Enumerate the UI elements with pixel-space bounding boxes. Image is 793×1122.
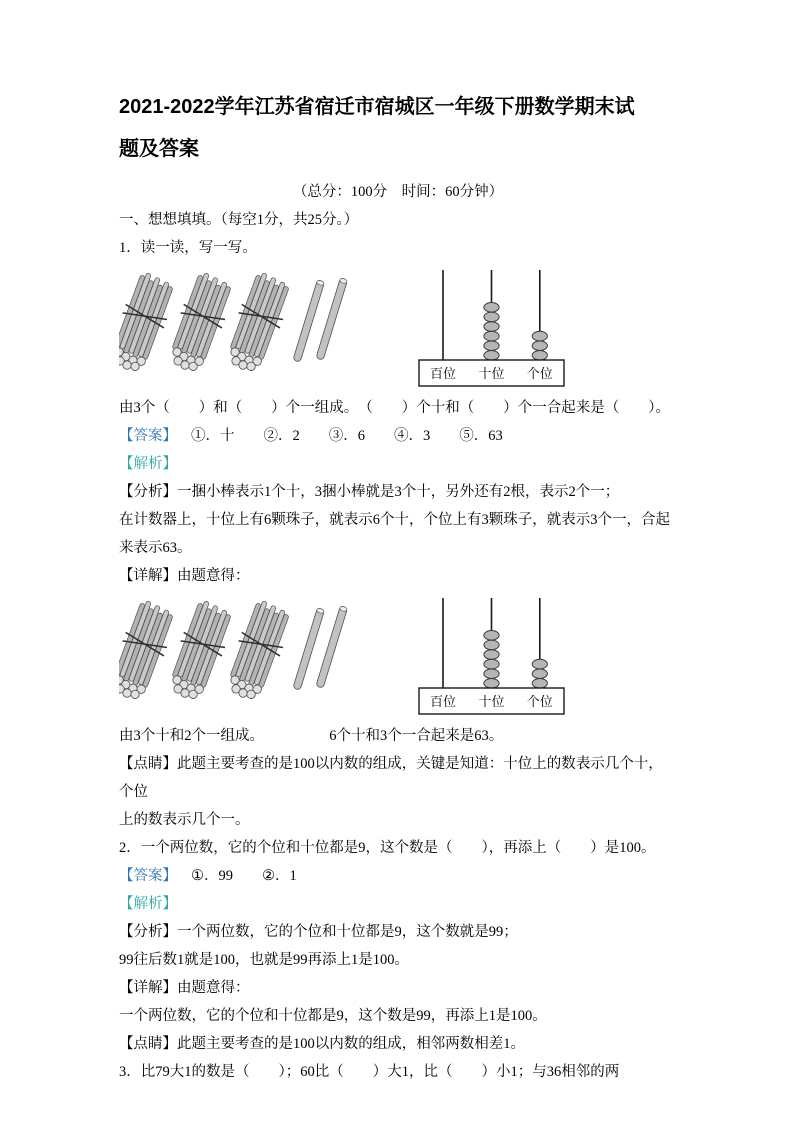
q2-detail-line-2: 一个两位数，它的个位和十位都是9，这个数是99，再添上1是100。 xyxy=(119,1008,547,1024)
q1-answer-text: ①．十 ②．2 ③．6 ④．3 ⑤．63 xyxy=(191,428,503,444)
stick-bundle xyxy=(163,598,238,705)
exam-meta: （总分：100分 时间：60分钟） xyxy=(292,184,504,200)
hundreds-place-label: 百位 xyxy=(429,694,457,709)
q1-detail-line: 【详解】由题意得： xyxy=(119,568,250,584)
stick-bundle xyxy=(221,598,296,705)
stick-bundle xyxy=(119,598,180,705)
stick-bundle xyxy=(119,270,180,377)
q2-analysis-header xyxy=(119,890,677,918)
page-title-line-2: 题及答案 xyxy=(119,138,199,160)
tens-place-label: 十位 xyxy=(478,366,505,381)
q2-answer-text: ①．99 ②．1 xyxy=(191,868,297,884)
abacus xyxy=(419,270,564,386)
q1-detail-figure xyxy=(119,593,677,719)
q2-answer-line xyxy=(119,862,677,890)
q1-fill-line: 由3个（ ）和（ ）个一组成。 （ ）个十和（ ）个一合起来是（ ）。 xyxy=(119,400,670,416)
q3-stem: 3．比79大1的数是（ ）；60比（ ）大1，比（ ）小1；与36相邻的两 xyxy=(119,1064,620,1080)
stick-bundle xyxy=(221,270,296,377)
q1-figure-caption: 由3个十和2个一组成。 6个十和3个一合起来是63。 xyxy=(119,728,504,744)
page-title-line-1: 2021-2022学年江苏省宿迁市宿城区一年级下册数学期末试 xyxy=(119,96,635,118)
analysis-label: 【解析】 xyxy=(119,456,177,472)
stick-bundle xyxy=(163,270,238,377)
ones-place-label: 个位 xyxy=(526,366,553,381)
q1-analysis-header xyxy=(119,450,677,478)
answer-label: 【答案】 xyxy=(119,428,177,444)
q1-stem: 1．读一读，写一写。 xyxy=(119,240,257,256)
abacus xyxy=(419,598,564,714)
ones-place-label: 个位 xyxy=(526,694,553,709)
abacus-ones-beads xyxy=(532,659,547,688)
q1-analysis-line-3: 来表示63。 xyxy=(119,540,192,556)
abacus-tens-beads xyxy=(484,303,499,361)
tens-place-label: 十位 xyxy=(478,694,505,709)
hundreds-place-label: 百位 xyxy=(429,366,457,381)
q2-tip-line: 【点睛】此题主要考查的是100以内数的组成，相邻两数相差1。 xyxy=(119,1036,525,1052)
abacus-ones-beads xyxy=(532,331,547,360)
document-content xyxy=(119,86,677,1086)
analysis-label: 【解析】 xyxy=(119,896,177,912)
sticks-and-abacus-figure xyxy=(119,265,589,389)
q1-analysis-line-1: 【分析】一捆小棒表示1个十，3捆小棒就是3个十，另外还有2根，表示2个一； xyxy=(119,484,620,500)
q1-answer-line xyxy=(119,422,677,450)
abacus-tens-beads xyxy=(484,631,499,689)
answer-label: 【答案】 xyxy=(119,868,177,884)
q2-analysis-line-2: 99往后数1就是100，也就是99再添上1是100。 xyxy=(119,952,409,968)
q1-tip-line-2: 上的数表示几个一。 xyxy=(119,812,250,828)
q1-figure xyxy=(119,265,677,391)
q2-analysis-line-1: 【分析】一个两位数，它的个位和十位都是9，这个数就是99； xyxy=(119,924,518,940)
sticks-and-abacus-figure xyxy=(119,593,589,717)
section-heading: 一、想想填填。（每空1分，共25分。） xyxy=(119,212,359,228)
q2-detail-line-1: 【详解】由题意得： xyxy=(119,980,250,996)
q1-tip-line-1: 【点睛】此题主要考查的是100以内数的组成，关键是知道：十位上的数表示几个十，个位 xyxy=(119,756,663,800)
q2-stem: 2．一个两位数，它的个位和十位都是9，这个数是（ ），再添上（ ）是100。 xyxy=(119,840,656,856)
q1-analysis-line-2: 在计数器上，十位上有6颗珠子，就表示6个十，个位上有3颗珠子，就表示3个一，合起 xyxy=(119,512,670,528)
